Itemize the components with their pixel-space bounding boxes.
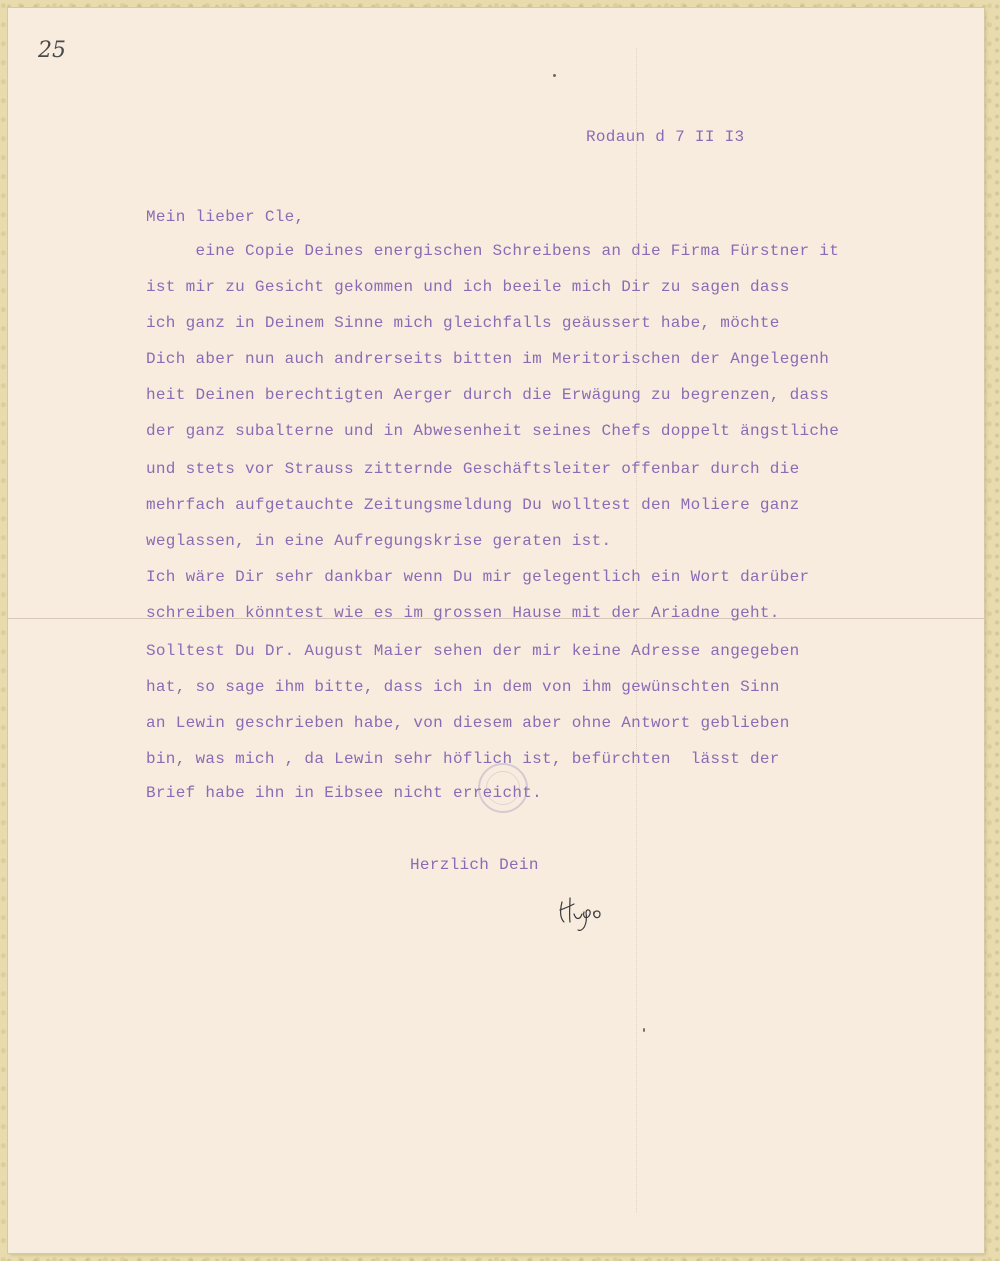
body-line: an Lewin geschrieben habe, von diesem aber ohne Antwort geblieben — [146, 714, 790, 732]
salutation: Mein lieber Cle, — [146, 208, 305, 226]
body-line: schreiben könntest wie es im grossen Hause mit der Ariadne geht. — [146, 604, 780, 622]
body-line: Solltest Du Dr. August Maier sehen der mir keine Adresse angegeben — [146, 642, 800, 660]
letter-sheet — [8, 8, 984, 1253]
dateline: Rodaun d 7 II I3 — [586, 128, 745, 146]
body-line: und stets vor Strauss zitternde Geschäftsleiter offenbar durch die — [146, 460, 800, 478]
body-line: Dich aber nun auch andrerseits bitten im Meritorischen der Angelegenh — [146, 350, 830, 368]
archive-number: 25 — [38, 38, 66, 63]
body-line: eine Copie Deines energischen Schreibens an die Firma Fürstner it — [146, 242, 840, 260]
body-line: der ganz subalterne und in Abwesenheit seines Chefs doppelt ängstliche — [146, 422, 840, 440]
vertical-crease — [636, 48, 637, 1213]
body-line: mehrfach aufgetauchte Zeitungsmeldung Du wolltest den Moliere ganz — [146, 496, 800, 514]
body-line: bin, was mich , da Lewin sehr höflich ist, befürchten lässt der — [146, 750, 780, 768]
body-line: ist mir zu Gesicht gekommen und ich beeile mich Dir zu sagen dass — [146, 278, 790, 296]
closing: Herzlich Dein — [410, 856, 539, 874]
body-line: Ich wäre Dir sehr dankbar wenn Du mir gelegentlich ein Wort darüber — [146, 568, 810, 586]
library-stamp — [478, 763, 528, 813]
body-line: hat, so sage ihm bitte, dass ich in dem von ihm gewünschten Sinn — [146, 678, 780, 696]
handwritten-signature — [556, 888, 616, 938]
body-line: Brief habe ihn in Eibsee nicht erreicht. — [146, 784, 543, 802]
body-line: heit Deinen berechtigten Aerger durch die Erwägung zu begrenzen, dass — [146, 386, 830, 404]
paper-speck — [553, 74, 556, 77]
body-line: weglassen, in eine Aufregungskrise geraten ist. — [146, 532, 612, 550]
paper-speck — [643, 1028, 645, 1032]
body-line: ich ganz in Deinem Sinne mich gleichfalls geäussert habe, möchte — [146, 314, 780, 332]
